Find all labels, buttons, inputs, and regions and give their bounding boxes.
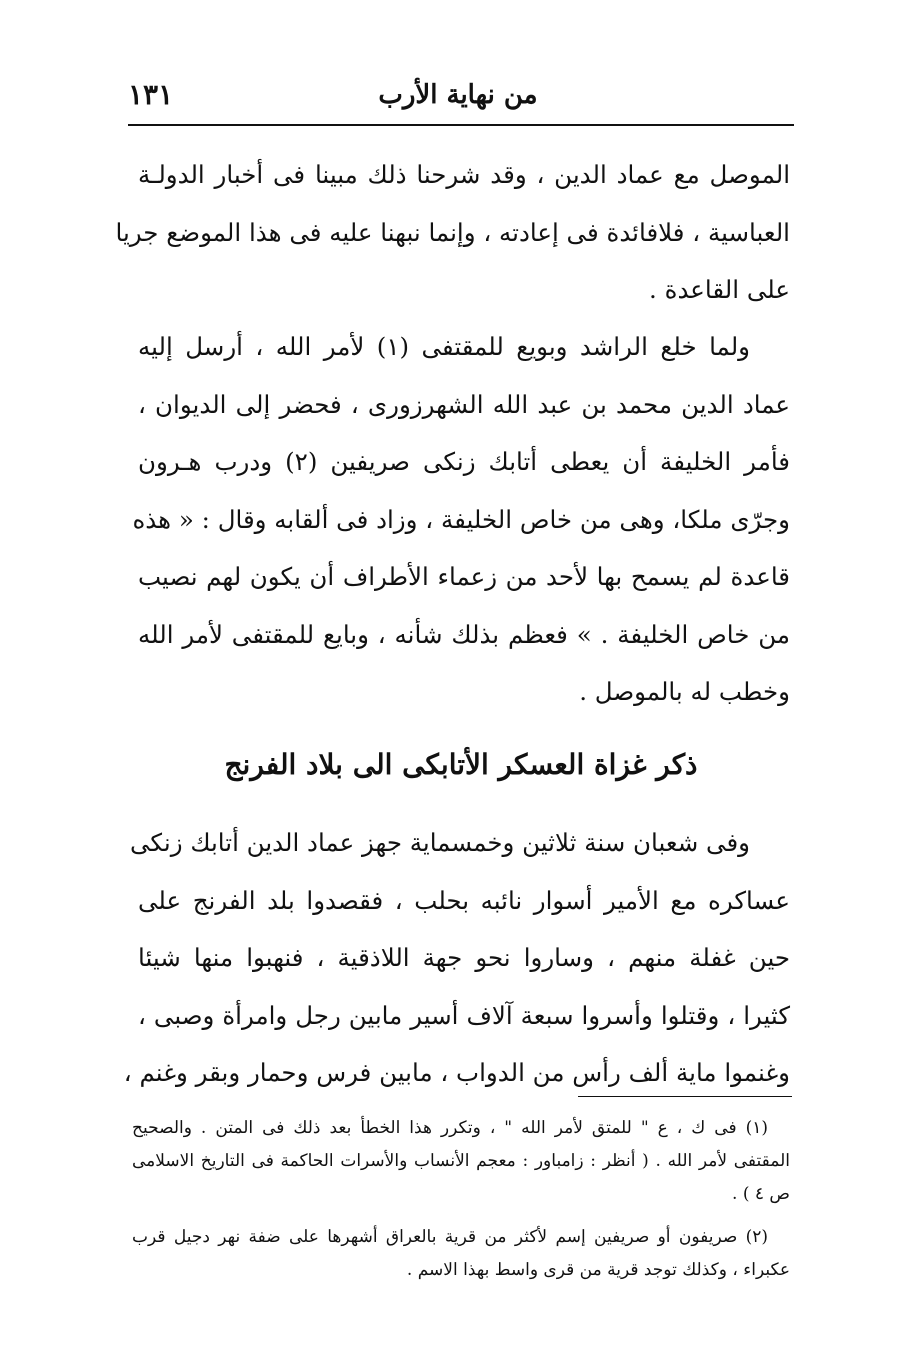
running-title: من نهاية الأرب	[378, 80, 538, 110]
paragraph-2	[132, 318, 790, 721]
text-line: كثيرا ، وقتلوا وأسروا سبعة آلاف أسير مابين رجل وامرأة وصبى ،	[138, 1000, 790, 1030]
footnote-line: عكبراء ، وكذلك توجد قرية من قرى واسط بهذا الاسم .	[406, 1260, 790, 1280]
text-line: وجرّى ملكا، وهى من خاص الخليفة ، وزاد فى ألقابه وقال : « هذه	[132, 504, 790, 534]
paragraph-3	[123, 814, 790, 1102]
text-line: ولما خلع الراشد وبويع للمقتفى (١) لأمر الله ، أرسل إليه	[138, 332, 750, 361]
text-line: العباسية ، فلافائدة فى إعادته ، وإنما نبهنا عليه فى هذا الموضع جريا	[115, 217, 790, 247]
footnote-line: المقتفى لأمر الله . ( أنظر : زامباور : معجم الأنساب والأسرات الحاكمة فى التاريخ الاسلامى	[132, 1151, 790, 1171]
text-line: فأمر الخليفة أن يعطى أتابك زنكى صريفين (٢) ودرب هـرون	[138, 447, 790, 476]
footnote-rule	[578, 1096, 792, 1097]
text-line: قاعدة لم يسمح بها لأحد من زعماء الأطراف أن يكون لهم نصيب	[138, 562, 790, 591]
footnote-2	[132, 1221, 790, 1287]
text-line: من خاص الخليفة . » فعظم بذلك شأنه ، وبايع للمقتفى لأمر الله	[138, 619, 790, 649]
footnote-line: (١) فى ك ، ع " للمتق لأمر الله " ، وتكرر هذا الخطأ بعد ذلك فى المتن . والصحيح	[132, 1118, 768, 1138]
text-line: وغنموا ماية ألف رأس من الدواب ، مابين فرس وحمار وبقر وغنم ،	[123, 1058, 790, 1087]
paragraph-1	[115, 146, 790, 319]
text-line: عماد الدين محمد بن عبد الله الشهرزورى ، فحضر إلى الديوان ،	[138, 389, 790, 419]
footnote-line: ص ٤ ) .	[732, 1184, 790, 1204]
section-heading: ذكر غزاة العسكر الأتابكى الى بلاد الفرنج	[224, 748, 698, 781]
text-line: الموصل مع عماد الدين ، وقد شرحنا ذلك مبينا فى أخبار الدولـة	[138, 160, 790, 189]
text-line: على القاعدة .	[649, 275, 790, 304]
footnote-line: (٢) صريفون أو صريفين إسم لأكثر من قرية بالعراق أشهرها على ضفة نهر دجيل قرب	[132, 1227, 768, 1247]
text-line: وخطب له بالموصل .	[579, 677, 790, 706]
footnote-1	[132, 1112, 790, 1211]
page-header	[128, 72, 794, 120]
text-line: وفى شعبان سنة ثلاثين وخمسماية جهز عماد الدين أتابك زنكى	[129, 828, 750, 857]
footnotes	[132, 1112, 790, 1287]
text-line: عساكره مع الأمير أسوار نائبه بحلب ، فقصدوا بلد الفرنج على	[138, 885, 790, 915]
page-number: ١٣١	[128, 78, 174, 111]
header-rule	[128, 124, 794, 126]
text-line: حين غفلة منهم ، وساروا نحو جهة اللاذقية ، فنهبوا منها شيئا	[138, 943, 790, 972]
